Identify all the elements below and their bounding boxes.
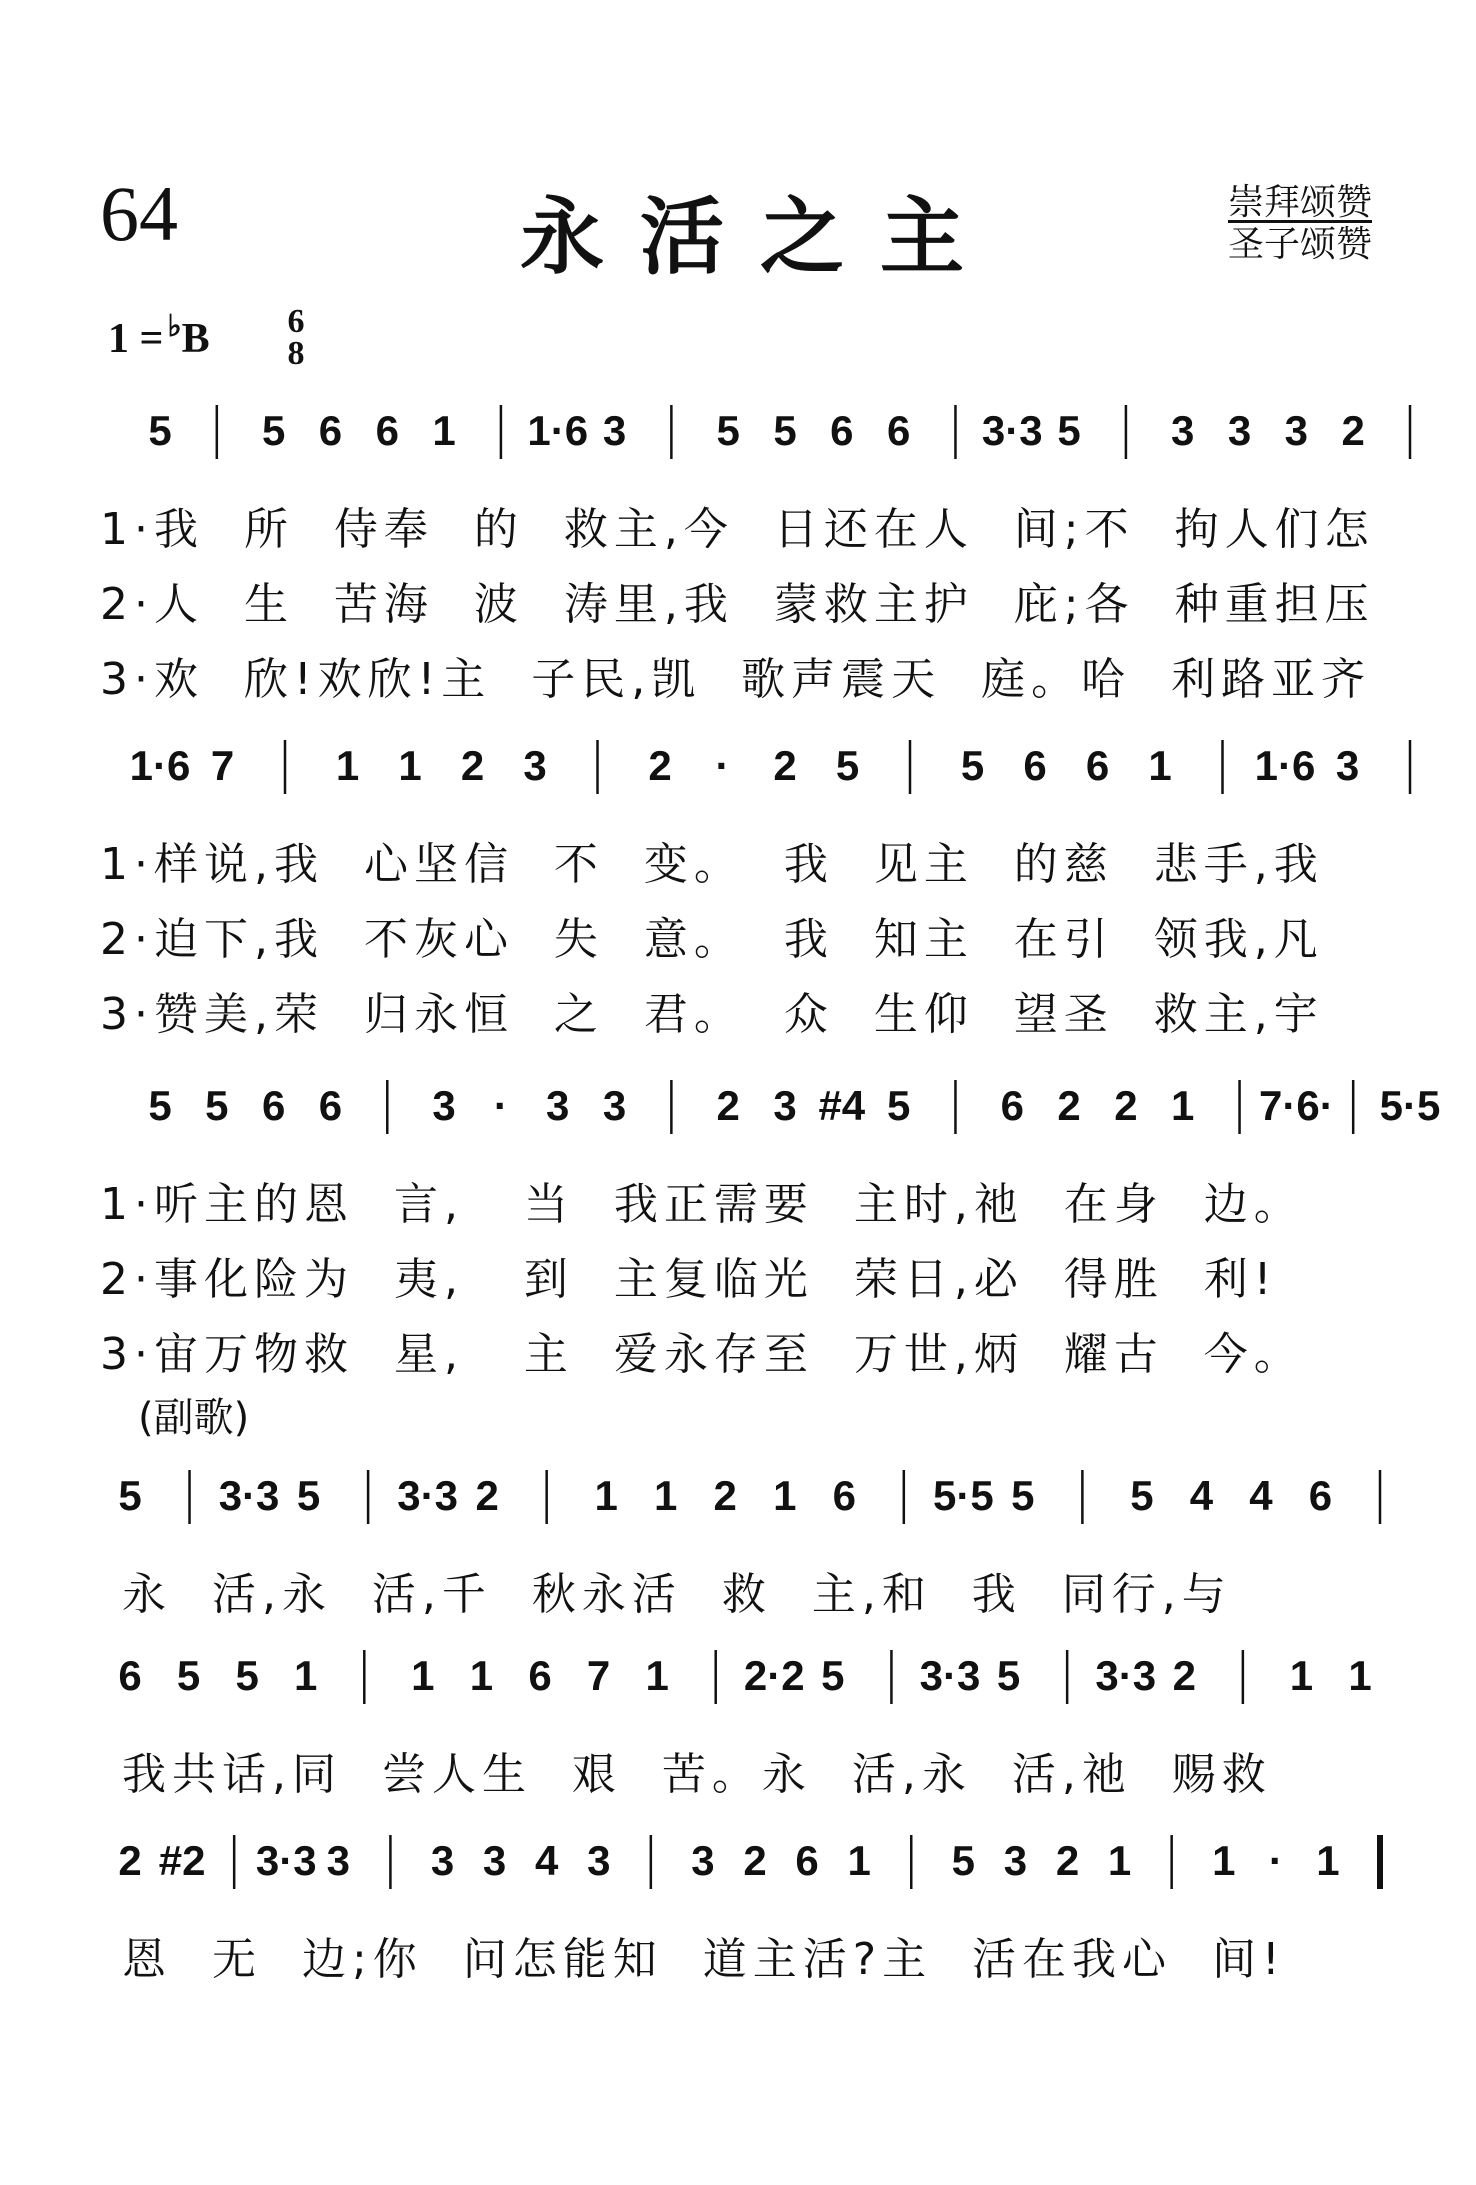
note-token: 5·5 [932, 1472, 994, 1519]
time-top: 6 [287, 303, 305, 340]
note-token: 2 [743, 1837, 767, 1884]
note-token: 5 [205, 1082, 229, 1129]
note-token: 3·3 [397, 1472, 458, 1519]
note-token: 1 [1148, 742, 1172, 789]
note-token: 5 [821, 1652, 845, 1699]
key-note: B [181, 316, 210, 362]
note-token: 4 [1189, 1472, 1214, 1519]
note-token: · [493, 1082, 508, 1129]
note-token: 6 [118, 1652, 142, 1699]
note-token: 1 [1212, 1837, 1236, 1884]
note-token: 2 [713, 1472, 737, 1519]
note-token: 1 [294, 1652, 318, 1699]
note-token: 1 [411, 1652, 435, 1699]
note-token: 2 [1172, 1652, 1196, 1699]
note-token: 6 [261, 1082, 286, 1129]
note-token: 1 [1316, 1837, 1340, 1884]
note-token: 1 [645, 1652, 669, 1699]
flat-symbol: ♭ [167, 310, 182, 343]
note-token: 5 [1130, 1472, 1154, 1519]
note-token: 6 [528, 1652, 552, 1699]
note-token: 1 [594, 1472, 618, 1519]
note-token: 3 [587, 1837, 611, 1884]
note-token: 1 [847, 1837, 871, 1884]
note-token: 1 [469, 1652, 494, 1699]
note-token: 2 [648, 742, 672, 789]
note-token: 5 [835, 742, 860, 789]
note-token: 1 [335, 742, 360, 789]
note-token: 5 [773, 407, 797, 454]
lyric-line-v2-3: 3·赞美,荣 归永恒 之 君。 众 生仰 望圣 救主,宇 [100, 989, 1324, 1040]
note-token: 1 [1289, 1652, 1314, 1699]
note-token: 7 [586, 1652, 611, 1699]
note-token: 3 [602, 407, 627, 454]
lyric-line-v1-1: 1·我 所 侍奉 的 救主,今 日还在人 间;不 拘人们怎 [100, 504, 1375, 555]
note-token: 1 [1171, 1082, 1195, 1129]
note-token: 3 [326, 1837, 351, 1884]
time-signature [284, 303, 308, 372]
note-token: 5 [1057, 407, 1081, 454]
note-token: 1·6 [129, 742, 191, 789]
note-token: 6 [318, 1082, 343, 1129]
note-token: 1 [1107, 1837, 1132, 1884]
note-token: 6 [832, 1472, 856, 1519]
note-token: 1 [1348, 1652, 1372, 1699]
note-token: 2·2 [743, 1652, 805, 1699]
note-token: 1 [773, 1472, 797, 1519]
lyric-line-v3-3: 3·宙万物救 星, 主 爱永存至 万世,炳 耀古 今。 [100, 1329, 1304, 1380]
note-token: 3 [432, 1082, 456, 1129]
note-token: 3·3 [919, 1652, 981, 1699]
hymn-title: 永活之主 [520, 188, 1001, 286]
note-token: 1·6 [527, 407, 589, 454]
note-token: 4 [534, 1837, 559, 1884]
note-token: 5 [886, 1082, 911, 1129]
note-token: 5·5 [1379, 1082, 1441, 1129]
note-token: 3 [1171, 407, 1195, 454]
note-token: 5 [148, 407, 172, 454]
note-token: 5 [960, 742, 985, 789]
note-token: 5 [996, 1652, 1021, 1699]
note-token: 3 [1227, 407, 1252, 454]
note-token: 5 [176, 1652, 201, 1699]
note-token: 6 [318, 407, 343, 454]
category-son: 圣子颂赞 [1228, 224, 1373, 265]
note-token: 3 [773, 1082, 797, 1129]
note-token: 1 [432, 407, 456, 454]
note-token: 3 [1284, 407, 1309, 454]
note-token: 3 [1003, 1837, 1028, 1884]
lyric-line-v2-1: 1·样说,我 心坚信 不 变。 我 见主 的慈 悲手,我 [100, 839, 1324, 890]
note-token: 6 [375, 407, 399, 454]
note-token: 6 [830, 407, 854, 454]
note-token: 2 [1114, 1082, 1138, 1129]
note-token: 4 [1249, 1472, 1273, 1519]
lyric-line-v3-1: 1·听主的恩 言, 当 我正需要 主时,祂 在身 边。 [100, 1179, 1304, 1230]
note-token: 5 [296, 1472, 321, 1519]
note-token: 2 [460, 742, 485, 789]
note-token: 2 [1057, 1082, 1081, 1129]
chorus-lyric-3: 恩 无 边;你 问怎能知 道主活?主 活在我心 间! [122, 1934, 1286, 1985]
note-token: · [1268, 1837, 1283, 1884]
note-token: 5 [261, 407, 286, 454]
note-token: 1 [398, 742, 422, 789]
lyric-line-v1-3: 3·欢 欣!欢欣!主 子民,凯 歌声震天 庭。哈 利路亚齐 [100, 654, 1372, 705]
note-token: 6 [795, 1837, 819, 1884]
note-token: 3 [546, 1082, 570, 1129]
note-token: 7 [210, 742, 235, 789]
note-token: 1·6 [1254, 742, 1316, 789]
note-token: 5 [951, 1837, 976, 1884]
note-token: 2 [773, 742, 797, 789]
lyric-line-v1-2: 2·人 生 苦海 波 涛里,我 蒙救主护 庇;各 种重担压 [100, 579, 1375, 630]
note-token: 6 [1308, 1472, 1333, 1519]
key-signature [108, 310, 210, 362]
category-worship: 崇拜颂赞 [1228, 182, 1373, 223]
note-token: 3·3 [218, 1472, 280, 1519]
note-token: · [715, 742, 730, 789]
note-token: 7·6· [1259, 1082, 1334, 1129]
note-token: 3·3 [981, 407, 1043, 454]
chorus-label: (副歌) [138, 1395, 250, 1441]
note-token: 3 [523, 742, 547, 789]
note-token: 6 [1023, 742, 1047, 789]
note-token: 5 [148, 1082, 172, 1129]
hymn-number: 64 [100, 170, 178, 257]
note-token: 2 [118, 1837, 142, 1884]
note-token: 6 [1000, 1082, 1024, 1129]
note-token: #2 [158, 1837, 206, 1884]
note-token: 2 [475, 1472, 499, 1519]
time-bottom: 8 [287, 335, 305, 372]
note-token: 3 [691, 1837, 715, 1884]
note-token: 3 [602, 1082, 627, 1129]
note-token: 5 [235, 1652, 259, 1699]
category-list [1228, 182, 1372, 266]
chorus-lyric-1: 永 活,永 活,千 秋永活 救 主,和 我 同行,与 [122, 1569, 1232, 1620]
note-token: 3 [430, 1837, 455, 1884]
note-token: 5 [716, 407, 740, 454]
note-token: 6 [886, 407, 911, 454]
note-token: 3 [1335, 742, 1360, 789]
note-token: 3·3 [255, 1837, 317, 1884]
note-token: #4 [818, 1082, 866, 1129]
lyric-line-v3-2: 2·事化险为 夷, 到 主复临光 荣日,必 得胜 利! [100, 1254, 1278, 1305]
note-token: 1 [654, 1472, 678, 1519]
note-token: 2 [1341, 407, 1365, 454]
note-token: 6 [1085, 742, 1110, 789]
chorus-lyric-2: 我共话,同 尝人生 艰 苦。永 活,永 活,祂 赐救 [122, 1749, 1272, 1800]
key-prefix: 1 = [108, 316, 164, 362]
note-token: 5 [118, 1472, 142, 1519]
note-token: 5 [1011, 1472, 1035, 1519]
lyric-line-v2-2: 2·迫下,我 不灰心 失 意。 我 知主 在引 领我,凡 [100, 914, 1324, 965]
note-token: 3·3 [1095, 1652, 1157, 1699]
note-token: 3 [482, 1837, 507, 1884]
note-token: 2 [1055, 1837, 1080, 1884]
note-token: 2 [716, 1082, 740, 1129]
